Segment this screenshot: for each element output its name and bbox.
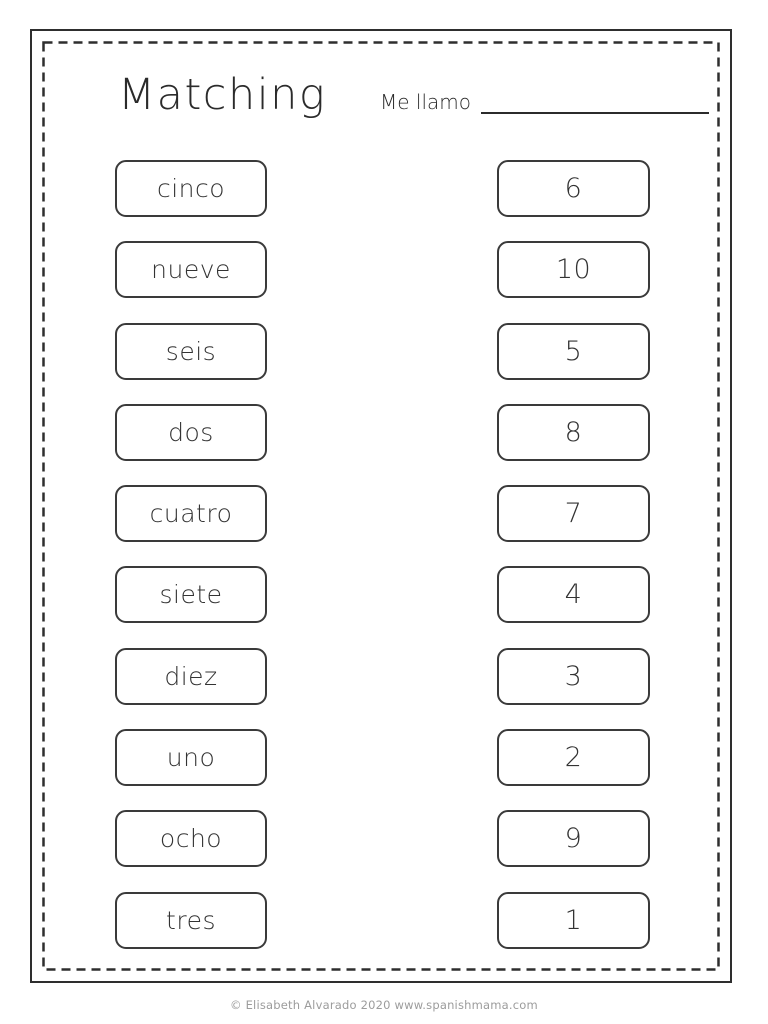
- word-card: cinco: [115, 160, 267, 217]
- word-card: siete: [115, 566, 267, 623]
- word-card: seis: [115, 323, 267, 380]
- word-card: cuatro: [115, 485, 267, 542]
- name-field: [380, 90, 709, 114]
- number-card: 3: [497, 648, 650, 705]
- word-card: uno: [115, 729, 267, 786]
- name-blank-line: [481, 92, 709, 114]
- number-card: 4: [497, 566, 650, 623]
- number-card: 1: [497, 892, 650, 949]
- page-title: Matching: [118, 70, 327, 120]
- word-card: diez: [115, 648, 267, 705]
- number-card: 10: [497, 241, 650, 298]
- word-card: dos: [115, 404, 267, 461]
- number-card: 5: [497, 323, 650, 380]
- word-card: tres: [115, 892, 267, 949]
- number-card: 6: [497, 160, 650, 217]
- number-card: 2: [497, 729, 650, 786]
- number-card: 7: [497, 485, 650, 542]
- copyright-footer: © Elisabeth Alvarado 2020 www.spanishmama.com: [230, 998, 538, 1012]
- number-card: 8: [497, 404, 650, 461]
- word-card: ocho: [115, 810, 267, 867]
- number-card: 9: [497, 810, 650, 867]
- word-column: [115, 160, 267, 949]
- word-card: nueve: [115, 241, 267, 298]
- name-label: Me llamo: [380, 90, 472, 114]
- number-column: [497, 160, 650, 949]
